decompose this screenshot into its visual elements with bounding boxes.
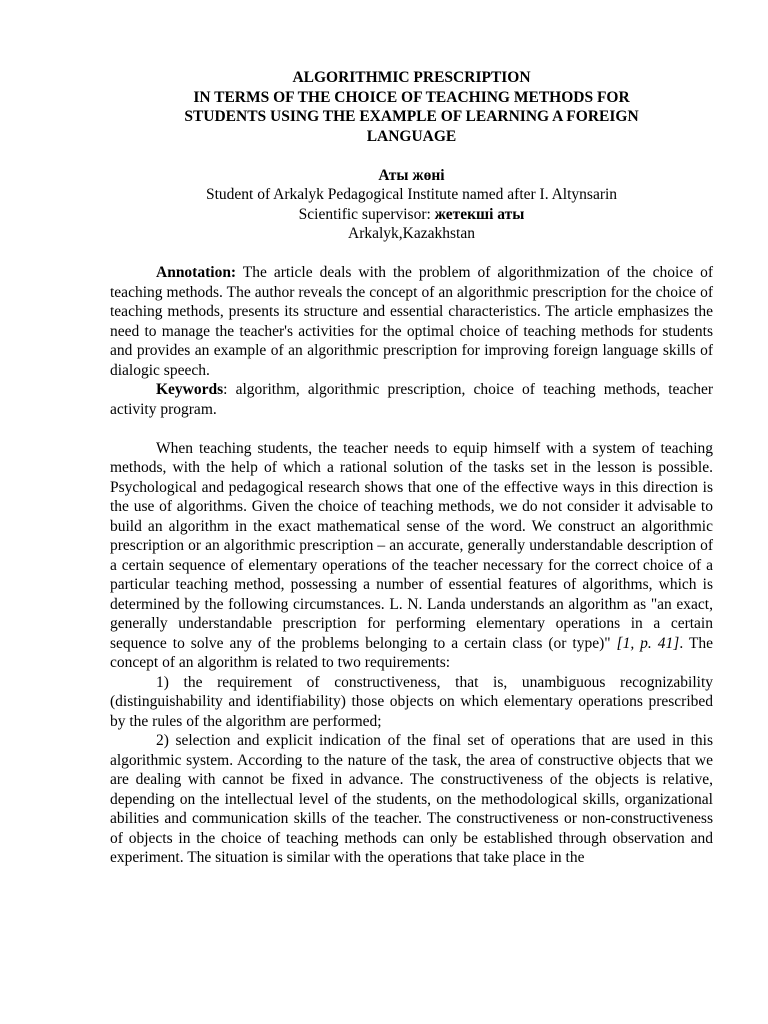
body-text: When teaching students, the teacher needs to equip himself with a system of teaching methods, with the help of which a rational solution of the tasks set in the lesson is possible. Psychological and pedagogical research shows that one of the effective ways in this direction is the use of algorithms. Given the choice of teaching methods, we do not consider it advisable to build an algorithm in the exact mathematical sense of the word. We construct an algorithmic prescription or an algorithmic prescription – an accurate, generally understandable description of a certain sequence of elementary operations of the teacher necessary for the correct choice of a particular teaching method, possessing a number of essential features of algorithms, which is determined by the following circumstances. L. N. Landa understands an algorithm as "an exact, generally understandable prescription for performing elementary operations in a certain sequence to solve any of the problems belonging to a certain class (or type)" [110,439,713,652]
annotation-paragraph [110,263,713,380]
section-spacer [110,419,713,439]
body-paragraph: 2) selection and explicit indication of the final set of operations that are used in this algorithmic system. According to the nature of the task, the area of constructive objects that we are dealing with cannot be fixed in advance. The constructiveness of the objects is relative, depending on the intellectual level of the students, on the methodological skills, organizational abilities and communication skills of the teacher. The constructiveness or non-constructiveness of objects in the choice of teaching methods can only be established through observation and experiment. The situation is similar with the operations that take place in the [110,732,713,866]
author-name: Аты жөні [378,166,445,184]
keywords-text: : algorithm, algorithmic prescription, choice of teaching methods, teacher activity program. [110,381,713,418]
supervisor-name: жетекші аты [434,205,525,223]
title-line: ALGORITHMIC PRESCRIPTION [292,69,531,86]
title-line: STUDENTS USING THE EXAMPLE OF LEARNING A FOREIGN [184,108,639,125]
title-line: LANGUAGE [366,127,457,145]
body-paragraph [110,439,713,673]
document-page [110,68,713,868]
keywords-paragraph [110,380,713,419]
annotation-label: Annotation: [156,264,237,281]
body-section [110,439,713,868]
abstract-section [110,263,713,419]
supervisor-line [110,205,713,225]
annotation-text: The article deals with the problem of algorithmization of the choice of teaching methods. The author reveals the concept of an algorithmic prescription for the choice of teaching methods, presents its structure and essential characteristics. The article emphasizes the need to manage the teacher's activities for the optimal choice of teaching methods for students and provides an example of an algorithmic prescription for improving foreign language skills of dialogic speech. [110,264,713,379]
author-block [110,166,713,244]
body-paragraph: 1) the requirement of constructiveness, that is, unambiguous recognizability (distinguishability and identifiability) those objects on which elementary operations prescribed by the rules of the algorithm are performed; [110,673,713,730]
body-text: . The concept of an algorithm is related to two requirements: [110,634,713,671]
author-affiliation: Student of Arkalyk Pedagogical Institute named after I. Altynsarin [205,186,618,203]
supervisor-label: Scientific supervisor: [298,205,431,223]
paper-title [110,68,713,146]
citation: [1, p. 41] [616,634,680,652]
keywords-label: Keywords [156,381,224,398]
author-location: Arkalyk,Kazakhstan [348,225,475,242]
title-line: IN TERMS OF THE CHOICE OF TEACHING METHODS FOR [193,88,630,106]
